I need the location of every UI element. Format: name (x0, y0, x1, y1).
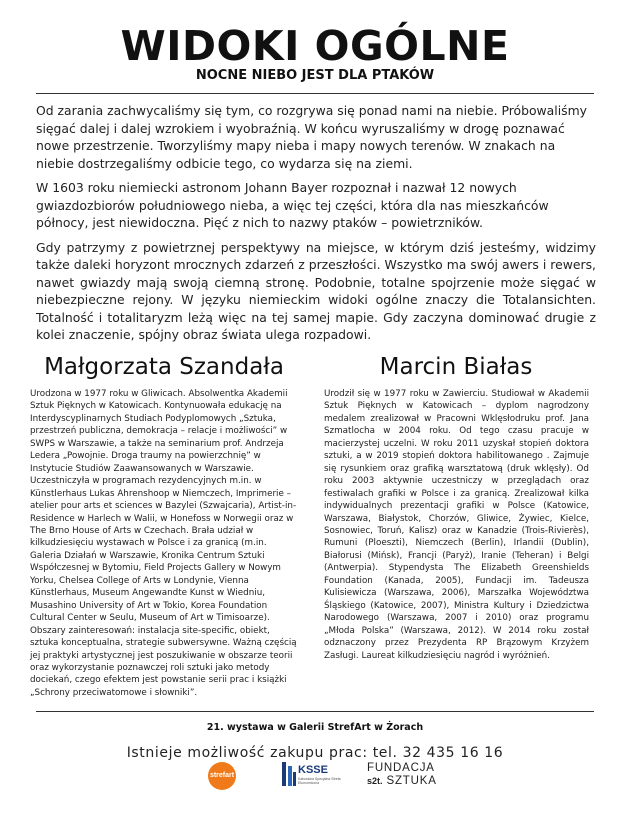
ksse-logo-subtitle: Katowicka Specjalna Strefa Ekonomiczna (298, 777, 341, 786)
fundacja-logo-mark: s2t. (367, 776, 383, 786)
header-divider (36, 93, 594, 94)
gallery-note: 21. wystawa w Galerii StrefArt w Żorach (206, 722, 424, 733)
intro-paragraph: W 1603 roku niemiecki astronom Johann Bayer rozpoznał i nazwał 12 nowych gwiazdozbiorów południowego nieba, a więc tej części, która dla nas mieszkańców północy, jest niewidoczna. Pięć z nich to nazwy ptaków – powietrzników. (36, 180, 549, 230)
artist-name: Marcin Białas (379, 354, 533, 380)
artist-name: Małgorzata Szandała (44, 354, 284, 380)
artist-bio: Urodzona w 1977 roku w Gliwicach. Absolwentka Akademii Sztuk Pięknych w Katowicach. Kontynuowała edukację na Interdyscyplinarnych Studiach Podyplomowych „Sztuka, przestrzeń publiczna, demokracja – relacje i możliwości” w SWPS w Warszawie, a także na seminarium prof. Andrzeja Ledera „Powojnie. Droga traumy na powierzchnię” w Instytucie Studiów Zaawansowanych w Warszawie. Uczestniczyła w programach rezydencyjnych m.in. w Künstlerhaus Lukas Ahrenshoop w Niemczech, Imprimerie – atelier pour arts et sciences w Bazylei (Szwajcaria), Artist-in-Residence w Harlech w Walii, w Honefoss w Norwegii oraz w The Brno House of Arts w Czechach. Brała udział w kilkudziesięciu wystawach w Polsce i za granicą (m.in. Galeria Działań w Warszawie, Kronika Centrum Sztuki Współczesnej w Bytomiu, Field Projects Gallery w Nowym Yorku, Chelsea College of Arts w Londynie, Vienna Künstlerhaus, Museum Angewandte Kunst w Wiedniu, Musashino University of Art w Tokio, Korea Foundation Cultural Center w Seulu, Museum of Art w Timisoarze). Obszary zainteresowań: instalacja site-specific, obiekt, sztuka konceptualna, strategie subwersywne. Ważną częścią jej praktyki artystycznej jest poszukiwanie w obszarze teorii oraz wykorzystanie poznawczej roli sztuki jako metody dociekań, czego efektem jest powstanie serii prac i książki „Schrony przeciwatomowe i słowniki”. (30, 389, 297, 698)
intro-text (36, 102, 596, 351)
page-subtitle: NOCNE NIEBO JEST DLA PTAKÓW (195, 68, 435, 83)
fundacja-sztuka-logo (367, 762, 447, 796)
ksse-mark-icon (282, 762, 296, 790)
fundacja-logo-word: SZTUKA (386, 775, 437, 787)
strefart-logo: strefart (208, 762, 236, 790)
artist-bio: Urodził się w 1977 roku w Zawierciu. Studiował w Akademii Sztuk Pięknych w Katowicach – dyplom nagrodzony medalem zrealizował w Pracowni Wklęsłodruku prof. Jana Szmatlocha w 2004 roku. Od tego czasu pracuje w macierzystej uczelni. W roku 2011 uzyskał stopień doktora sztuki, a w 2019 stopień doktora habilitowanego . Zajmuje się rysunkiem oraz grafiką warsztatową (druk wklęsły). Od roku 2003 aktywnie uczestniczy w przeglądach oraz festiwalach grafiki w Polsce i za granicą. Zrealizował kilka indywidualnych prezentacji grafiki w Polsce (Katowice, Warszawa, Białystok, Chorzów, Gliwice, Żywiec, Kielce, Sosnowiec, Toruń, Kalisz) oraz w Kanadzie (Trois-Rivierès), Rumuni (Ploeszti), Niemczech (Berlin), Irlandii (Dublin), Białorusi (Mińsk), Francji (Paryż), Iranie (Teheran) i Belgi (Antwerpia). Stypendysta The Elizabeth Greenshields Foundation (Kanada, 2005), Fundacji im. Tadeusza Kulisiewicza (Warszawa, 2006), Marszałka Województwa Śląskiego (Katowice, 2007), Ministra Kultury i Dziedzictwa Narodowego (Warszawa, 2007 i 2010) oraz programu „Młoda Polska” (Warszawa, 2012). W 2014 roku został odznaczony przez Prezydenta RP Brązowym Krzyżem Zasługi. Laureat kilkudziesięciu nagród i wyróżnień. (324, 389, 589, 661)
fundacja-logo-line (367, 775, 437, 787)
page-title: WIDOKI OGÓLNE (120, 22, 510, 70)
intro-paragraph: Gdy patrzymy z powietrznej perspektywy na miejsce, w którym dziś jesteśmy, widzimy także daleki horyzont mrocznych zdarzeń z przeszłości. Wszystko ma swój awers i rewers, nawet gwiazdy mają swoją ciemną stronę. Podobnie, totalne spojrzenie może sięgać w niebezpieczne rejony. W języku niemieckim widoki ogólne znaczy die Totalansichten. Totalność i totalitaryzm leżą więc na tej samej mapie. Gdy zaczyna dominować drugie z kolei znaczenie, spójny obraz świata ulega rozpadowi. (36, 239, 596, 342)
ksse-logo (282, 758, 342, 798)
ksse-logo-text: KSSE (298, 764, 328, 776)
footer-divider (36, 711, 594, 712)
intro-paragraph: Od zarania zachwycaliśmy się tym, co rozgrywa się ponad nami na niebie. Próbowaliśmy sięgać dalej i dalej wzrokiem i wyobraźnią. W końcu wyruszaliśmy w drogę poznawać nowe przestrzenie. Tworzyliśmy mapy nieba i mapy nowych terenów. W znakach na niebie dostrzegaliśmy odbicie tego, co wydarza się na ziemi. (36, 103, 588, 171)
purchase-info: Istnieje możliwość zakupu prac: tel. 32 435 16 16 (126, 745, 504, 761)
fundacja-logo-line: FUNDACJA (367, 762, 435, 774)
